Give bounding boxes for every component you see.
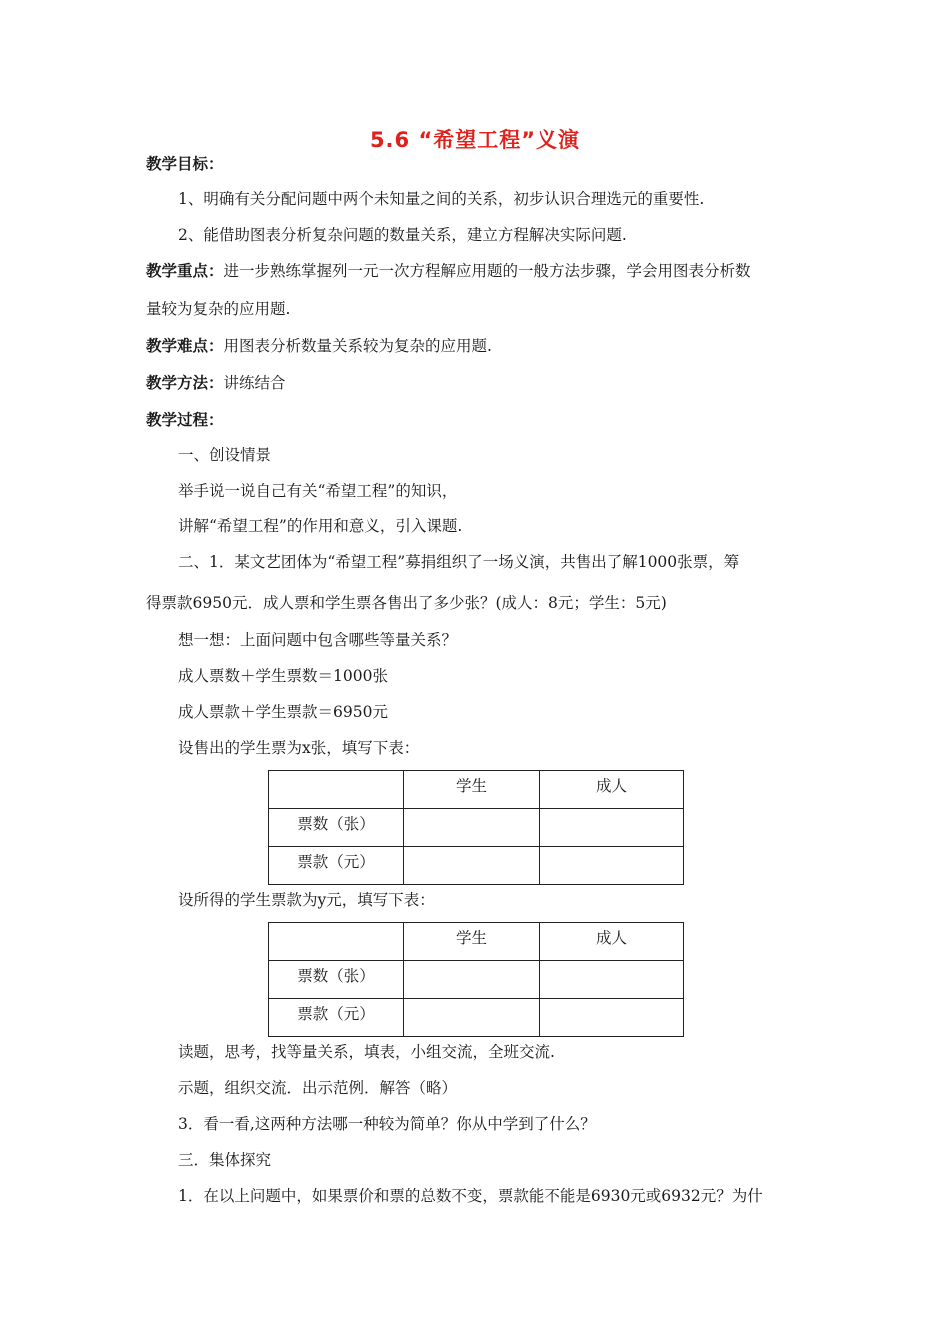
equation-1: 成人票数＋学生票数＝1000张 <box>178 667 388 685</box>
problem-line-2: 得票款6950元．成人票和学生票各售出了多少张？(成人：8元；学生：5元) <box>146 594 667 612</box>
table-2 <box>268 922 684 1037</box>
table-row-label: 票数（张） <box>269 809 404 847</box>
activity-line-1: 读题，思考，找等量关系，填表，小组交流，全班交流. <box>178 1043 555 1061</box>
key-points-label: 教学重点： <box>146 262 224 280</box>
key-points-text-2: 量较为复杂的应用题. <box>146 300 291 318</box>
method-line <box>146 373 286 393</box>
table-header-cell: 学生 <box>404 923 540 961</box>
section-1-line-1: 举手说一说自己有关“希望工程”的知识， <box>178 482 458 500</box>
method-label: 教学方法： <box>146 374 224 392</box>
goals-label: 教学目标： <box>146 155 224 173</box>
table-cell <box>269 923 404 961</box>
table-1-intro: 设售出的学生票为x张，填写下表： <box>178 739 420 757</box>
key-points-text-1: 进一步熟练掌握列一元一次方程解应用题的一般方法步骤，学会用图表分析数 <box>223 262 751 280</box>
table-header-cell: 学生 <box>404 771 540 809</box>
page-title: 5.6 “希望工程”义演 <box>369 128 581 152</box>
table-cell <box>269 771 404 809</box>
difficulty-line <box>146 336 492 356</box>
table-row <box>269 961 684 999</box>
key-points-line-1 <box>146 261 751 281</box>
table-header-cell: 成人 <box>540 923 684 961</box>
activity-line-2: 示题，组织交流．出示范例．解答（略） <box>178 1079 458 1097</box>
table-cell <box>540 847 684 885</box>
section-1-line-2: 讲解“希望工程”的作用和意义，引入课题. <box>178 517 463 535</box>
section-1-heading: 一、创设情景 <box>178 446 272 464</box>
table-row-label: 票数（张） <box>269 961 404 999</box>
process-label: 教学过程： <box>146 411 224 429</box>
section-3-heading: 三．集体探究 <box>178 1151 272 1169</box>
table-row <box>269 771 684 809</box>
table-row-label: 票款（元） <box>269 847 404 885</box>
goal-item-2: 2、能借助图表分析复杂问题的数量关系，建立方程解决实际问题. <box>178 226 627 244</box>
table-cell <box>404 809 540 847</box>
item-3: 3．看一看,这两种方法哪一种较为简单？你从中学到了什么？ <box>178 1115 596 1133</box>
table-2-intro: 设所得的学生票款为y元，填写下表： <box>178 891 435 909</box>
table-cell <box>404 961 540 999</box>
table-row-label: 票款（元） <box>269 999 404 1037</box>
think-prompt: 想一想：上面问题中包含哪些等量关系？ <box>178 631 458 649</box>
table-row <box>269 809 684 847</box>
problem-line-1: 二、1．某文艺团体为“希望工程”募捐组织了一场义演，共售出了解1000张票，筹 <box>178 553 740 571</box>
table-row <box>269 847 684 885</box>
table-row <box>269 923 684 961</box>
table-cell <box>540 961 684 999</box>
table-cell <box>404 999 540 1037</box>
method-text: 讲练结合 <box>223 374 286 392</box>
table-header-cell: 成人 <box>540 771 684 809</box>
section-3-item-1: 1．在以上问题中，如果票价和票的总数不变，票款能不能是6930元或6932元？为什 <box>178 1187 763 1205</box>
table-row <box>269 999 684 1037</box>
goal-item-1: 1、明确有关分配问题中两个未知量之间的关系，初步认识合理选元的重要性. <box>178 190 705 208</box>
table-cell <box>540 999 684 1037</box>
table-cell <box>404 847 540 885</box>
equation-2: 成人票款＋学生票款＝6950元 <box>178 703 388 721</box>
difficulty-label: 教学难点： <box>146 337 224 355</box>
table-cell <box>540 809 684 847</box>
table-1 <box>268 770 684 885</box>
difficulty-text: 用图表分析数量关系较为复杂的应用题. <box>223 337 492 355</box>
